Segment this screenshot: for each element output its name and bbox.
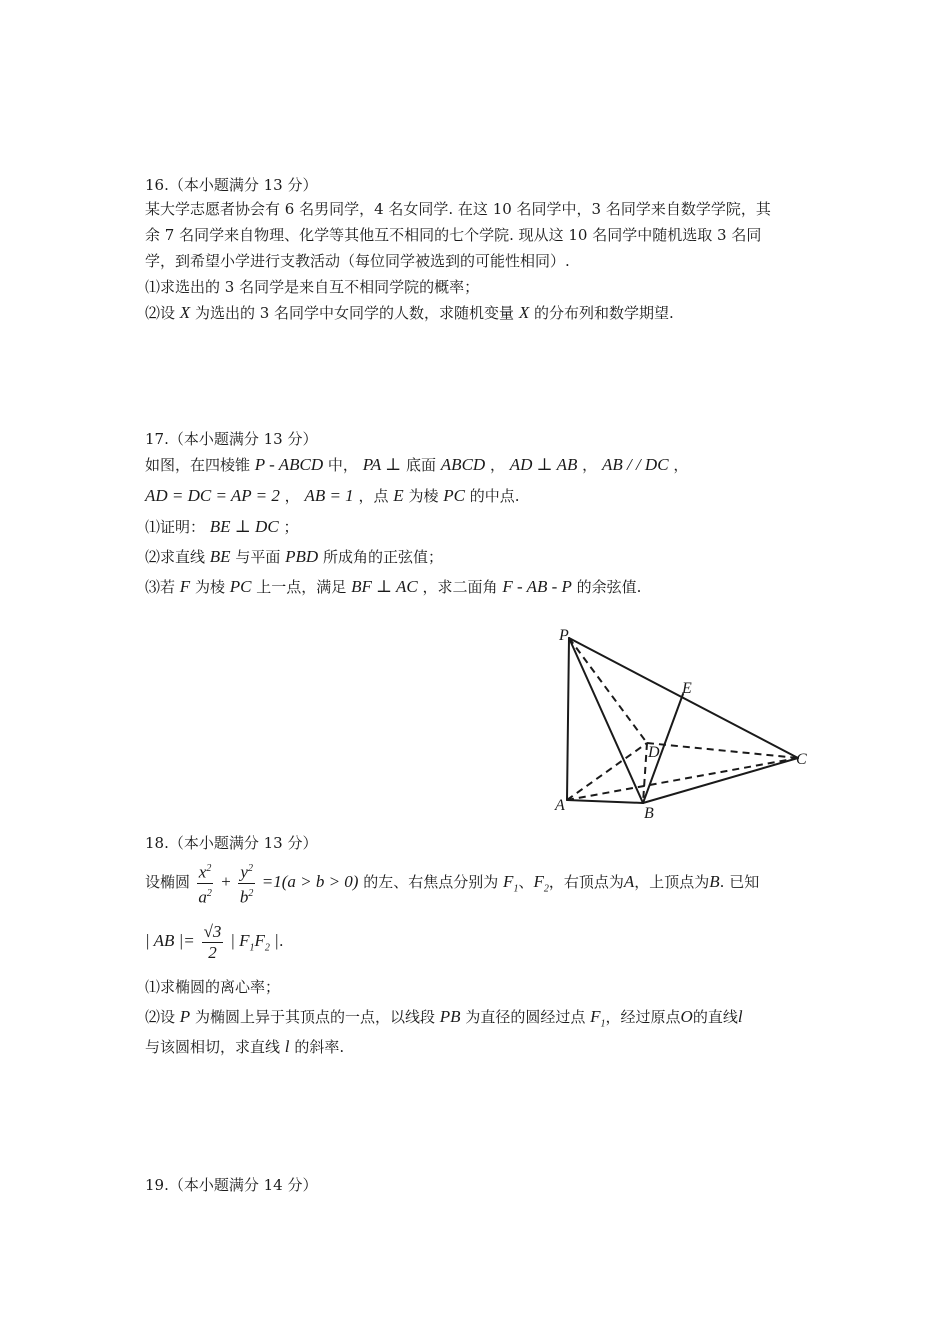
q17-math: BE (209, 547, 231, 566)
q17-math: AB / / DC (601, 455, 669, 474)
edge-pc (569, 638, 798, 758)
question-18 (145, 830, 810, 1062)
q17-line-2 (145, 480, 810, 512)
q17-text: 上一点，满足 (256, 578, 347, 596)
q18-math: x (198, 862, 207, 882)
pyramid-figure (548, 620, 818, 825)
q17-text: ⑵求直线 (145, 548, 206, 566)
q18-text: 的左、右焦点分别为 (363, 873, 499, 891)
q17-text: 底面 (406, 456, 437, 474)
q18-math: (a > b > 0) (281, 872, 359, 891)
edge-ac (567, 758, 798, 800)
fraction-y2-b2 (238, 859, 255, 907)
q18-text: ，上顶点为 (634, 873, 710, 891)
edge-bc (643, 758, 798, 803)
q16-p2-text-b: 为选出的 3 名同学中女同学的人数，求随机变量 (194, 304, 515, 322)
q16-line-3: 学，到希望小学进行支教活动（每位同学被选到的可能性相同）. (145, 252, 570, 270)
q17-part-1 (145, 512, 810, 542)
q17-text: 为棱 (408, 487, 439, 505)
q17-text: 如图，在四棱锥 (145, 456, 251, 474)
q18-text: ，右顶点为 (548, 873, 624, 891)
q18-sub: 1 (513, 883, 519, 895)
question-17 (145, 426, 810, 602)
q18-header: 18.（本小题满分 13 分） (145, 834, 318, 852)
q18-text: 、 (518, 873, 534, 891)
q18-text: 为直径的圆经过点 (465, 1008, 586, 1026)
label-e: E (682, 680, 692, 697)
q16-line-2: 余 7 名同学来自物理、化学等其他互不相同的七个学院. 现从这 10 名同学中随机选取 3 名同 (145, 226, 762, 244)
q18-math: F (254, 931, 265, 950)
q18-part-1: ⑴求椭圆的离心率； (145, 978, 281, 996)
q17-text: ， (582, 456, 598, 474)
q17-math: F (179, 577, 191, 596)
q18-math: B (709, 872, 720, 891)
q18-math: O (680, 1007, 693, 1026)
q17-math: PC (229, 577, 252, 596)
q17-header: 17.（本小题满分 13 分） (145, 430, 318, 448)
q16-header: 16.（本小题满分 13 分） (145, 176, 318, 194)
q18-sup: 2 (247, 862, 253, 874)
label-a: A (555, 797, 565, 814)
q17-math: P - ABCD (254, 455, 324, 474)
q18-text: 为椭圆上异于其顶点的一点，以线段 (194, 1008, 435, 1026)
q17-math: AD ⊥ AB (509, 455, 578, 474)
q18-math: | AB |= (145, 931, 195, 950)
q17-math: PBD (285, 547, 319, 566)
edge-ab (567, 800, 643, 803)
q18-text: . 已知 (719, 873, 760, 891)
q17-text: ，求二面角 (422, 578, 498, 596)
q16-line-1: 某大学志愿者协会有 6 名男同学，4 名女同学. 在这 10 名同学中，3 名同学来自数学学院，其 (145, 200, 771, 218)
q18-text: 的直线 (692, 1008, 738, 1026)
q18-sup: 2 (248, 887, 254, 899)
q18-math: | (274, 931, 279, 950)
q17-math: AB = 1 (304, 486, 354, 505)
q17-text: ⑴证明： (145, 518, 206, 536)
q18-text: . (278, 932, 284, 950)
q16-part-1: ⑴求选出的 3 名同学是来自互不相同学院的概率； (145, 278, 480, 296)
q17-part-2 (145, 542, 810, 572)
q16-part-2 (145, 300, 810, 326)
q18-sub: 1 (249, 942, 255, 954)
q18-text: ⑵设 (145, 1008, 176, 1026)
q17-text: ； (283, 518, 299, 536)
q17-text: 与平面 (235, 548, 281, 566)
edge-pb (569, 638, 643, 803)
q18-text: 与该圆相切，求直线 (145, 1038, 281, 1056)
q18-part-2-cont (145, 1032, 810, 1062)
q18-line-1 (145, 854, 810, 910)
q18-sup: 2 (206, 862, 212, 874)
q17-math: BF ⊥ AC (351, 577, 418, 596)
q18-math: F (590, 1007, 601, 1026)
q18-math: =1 (261, 872, 282, 891)
label-p: P (559, 627, 569, 644)
q17-line-1 (145, 450, 810, 480)
q17-math: PC (443, 486, 465, 505)
q17-math: PA ⊥ (362, 455, 402, 474)
q18-math: F (533, 872, 544, 891)
q17-text: 中， (327, 456, 358, 474)
q18-math: + (220, 872, 232, 891)
q17-text: ，点 (358, 487, 389, 505)
label-c: C (796, 751, 807, 768)
fraction-x2-a2 (197, 859, 214, 907)
q17-math: F - AB - P (502, 577, 572, 596)
q17-text: 的余弦值. (576, 578, 642, 596)
q18-math: | F (230, 931, 250, 950)
q16-var-x-2: X (518, 303, 530, 322)
q16-p2-text-c: 的分布列和数学期望. (534, 304, 674, 322)
q17-math: BE ⊥ DC (209, 517, 279, 536)
q18-line-2 (145, 910, 810, 972)
q18-math: A (623, 872, 635, 891)
q18-math: PB (439, 1007, 461, 1026)
label-b: B (644, 805, 654, 822)
q17-math: E (393, 486, 404, 505)
q18-math: l (737, 1007, 743, 1026)
q17-text: 所成角的正弦值； (322, 548, 443, 566)
q18-text: 的斜率. (294, 1038, 345, 1056)
question-19 (145, 1172, 810, 1196)
q17-text: 为棱 (194, 578, 225, 596)
q17-text: ， (284, 487, 300, 505)
q17-part-3 (145, 572, 810, 602)
q17-text: ， (673, 456, 689, 474)
q19-header: 19.（本小题满分 14 分） (145, 1176, 318, 1194)
label-d: D (648, 744, 660, 761)
q18-math: P (179, 1007, 191, 1026)
q17-text: ， (489, 456, 505, 474)
q18-math: b (239, 887, 249, 907)
q18-math: √3 (203, 921, 222, 941)
edge-pa (567, 638, 569, 800)
q18-math: l (284, 1037, 290, 1056)
q17-text: 的中点. (469, 487, 520, 505)
q18-math: 2 (208, 942, 217, 962)
q17-text: ⑶若 (145, 578, 176, 596)
q18-sub: 1 (600, 1018, 606, 1030)
q18-part-2 (145, 1002, 810, 1032)
fraction-sqrt3-2 (202, 922, 224, 963)
edge-ad (567, 743, 647, 800)
q17-math: ABCD (440, 455, 486, 474)
q18-sub: 2 (543, 883, 549, 895)
q17-math: AD = DC = AP = 2 (145, 486, 280, 505)
q18-sup: 2 (206, 887, 212, 899)
question-16 (145, 172, 810, 326)
q18-math: F (503, 872, 514, 891)
q18-text: ，经过原点 (605, 1008, 681, 1026)
q18-text: 设椭圆 (145, 873, 191, 891)
q18-math: a (198, 887, 207, 907)
q18-sub: 2 (264, 942, 270, 954)
q16-p2-text-a: ⑵设 (145, 304, 176, 322)
q16-var-x: X (179, 303, 191, 322)
q18-math: y (240, 862, 248, 882)
